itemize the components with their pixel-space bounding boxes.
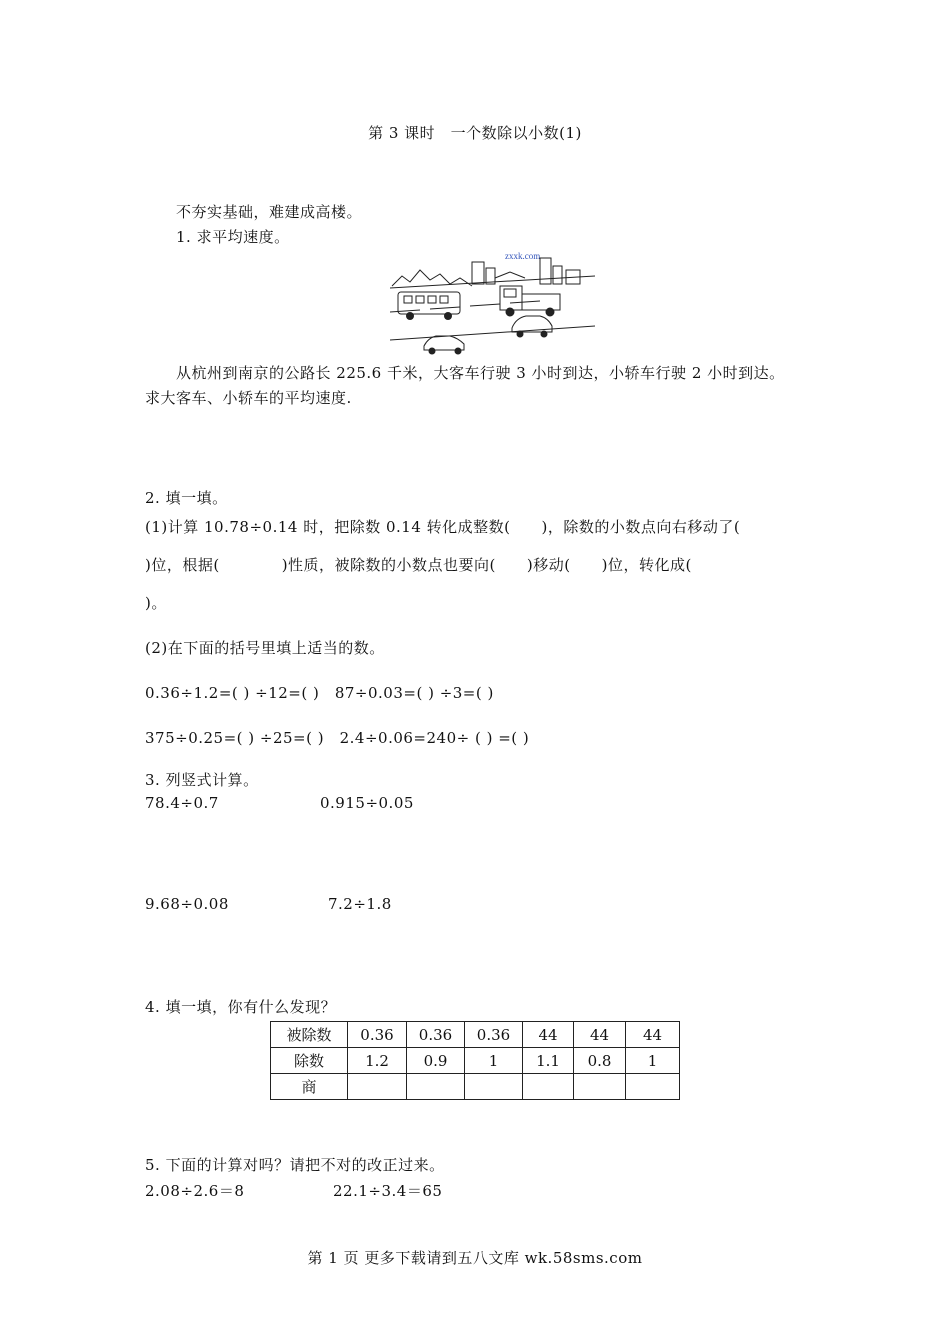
page-footer: 第 1 页 更多下载请到五八文库 wk.58sms.com [307,1249,643,1267]
q2-expr-row2: 375÷0.25=( ) ÷25=( ) 2.4÷0.06=240÷ ( ) =( ) [145,729,530,747]
table-cell: 44 [626,1022,680,1048]
answer-cell[interactable] [626,1074,680,1100]
answer-cell[interactable] [465,1074,523,1100]
table-cell: 0.9 [407,1048,465,1074]
q2-part1-line3: )。 [145,594,167,612]
table-cell: 0.36 [465,1022,523,1048]
q5-item: 22.1÷3.4＝65 [333,1182,443,1200]
q3-item: 7.2÷1.8 [328,895,392,913]
q1-heading: 1. 求平均速度。 [176,228,290,246]
q3-heading: 3. 列竖式计算。 [145,771,259,789]
q3-item: 0.915÷0.05 [320,794,414,812]
row-label: 商 [271,1074,348,1100]
quotient-table [270,1021,680,1100]
row-label: 被除数 [271,1022,348,1048]
table-cell: 0.8 [574,1048,626,1074]
table-cell: 44 [523,1022,574,1048]
watermark-text: zxxk.com [505,251,541,261]
table-cell: 0.36 [407,1022,465,1048]
q2-heading: 2. 填一填。 [145,489,228,507]
page-title: 第 3 课时 一个数除以小数(1) [368,124,582,142]
table-cell: 0.36 [348,1022,407,1048]
table-cell: 44 [574,1022,626,1048]
table-cell: 1 [626,1048,680,1074]
q3-item: 78.4÷0.7 [145,794,219,812]
table-row [271,1074,680,1100]
table-cell: 1.1 [523,1048,574,1074]
table-cell: 1.2 [348,1048,407,1074]
q2-part1-line2: )位，根据( )性质，被除数的小数点也要向( )移动( )位，转化成( [145,556,692,574]
traffic-illustration [390,248,595,356]
q3-item: 9.68÷0.08 [145,895,229,913]
answer-cell[interactable] [574,1074,626,1100]
answer-cell[interactable] [407,1074,465,1100]
q2-part2-heading: (2)在下面的括号里填上适当的数。 [145,639,385,657]
q4-heading: 4. 填一填，你有什么发现？ [145,998,337,1016]
q2-part1-line1: (1)计算 10.78÷0.14 时，把除数 0.14 转化成整数( )，除数的小数点向右移动了( [145,518,741,536]
q2-expr-row1: 0.36÷1.2=( ) ÷12=( ) 87÷0.03=( ) ÷3=( ) [145,684,494,702]
answer-cell[interactable] [523,1074,574,1100]
q1-text-line2: 求大客车、小轿车的平均速度. [145,389,352,407]
q1-text-line1: 从杭州到南京的公路长 225.6 千米，大客车行驶 3 小时到达，小轿车行驶 2 小时到达。 [176,364,785,382]
answer-cell[interactable] [348,1074,407,1100]
table-row [271,1022,680,1048]
motto: 不夯实基础，难建成高楼。 [176,203,363,221]
row-label: 除数 [271,1048,348,1074]
table-row [271,1048,680,1074]
q5-heading: 5. 下面的计算对吗？请把不对的改正过来。 [145,1156,445,1174]
q5-item: 2.08÷2.6＝8 [145,1182,245,1200]
table-cell: 1 [465,1048,523,1074]
